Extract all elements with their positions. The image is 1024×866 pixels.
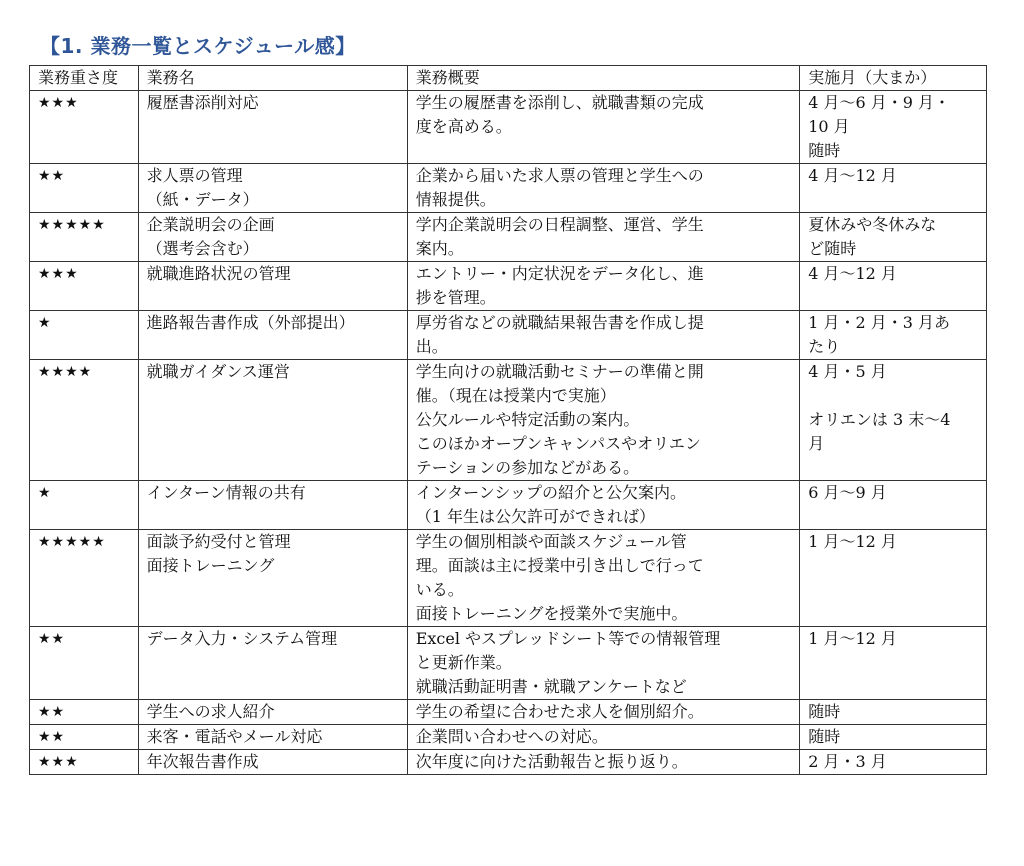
task-period-line: 10 月 — [808, 117, 850, 136]
task-overview-line: エントリー・内定状況をデータ化し、進 — [415, 264, 704, 283]
task-period-line: 随時 — [808, 727, 841, 746]
task-period-line: 随時 — [808, 702, 841, 721]
task-table-body — [30, 91, 987, 775]
task-overview-line: 企業から届いた求人票の管理と学生への — [415, 166, 704, 185]
task-overview-line: 学生の履歴書を添削し、就職書類の完成 — [415, 93, 704, 112]
task-period-line: 1 月・2 月・3 月あ — [808, 313, 951, 332]
task-name-line: （選考会含む） — [146, 239, 259, 258]
importance-stars: ★ — [30, 311, 139, 360]
task-overview-line: 学内企業説明会の日程調整、運営、学生 — [415, 215, 704, 234]
task-overview-line: 企業問い合わせへの対応。 — [415, 727, 608, 746]
task-name-cell — [138, 481, 407, 530]
task-overview-line: テーションの参加などがある。 — [415, 458, 640, 477]
task-period-line: 2 月・3 月 — [808, 752, 887, 771]
task-name-cell — [138, 627, 407, 700]
task-overview-cell — [407, 164, 800, 213]
task-period-line: 4 月〜6 月・9 月・ — [808, 93, 951, 112]
column-header-overview: 業務概要 — [407, 66, 800, 91]
task-overview-cell — [407, 530, 800, 627]
task-name-line: 履歴書添削対応 — [146, 93, 259, 112]
task-overview-line: 厚労省などの就職結果報告書を作成し提 — [415, 313, 704, 332]
task-overview-cell — [407, 750, 800, 775]
task-name-line: 就職ガイダンス運営 — [146, 362, 290, 381]
table-row — [30, 530, 987, 627]
table-header-row — [30, 66, 987, 91]
task-overview-line: 案内。 — [415, 239, 464, 258]
task-period-cell — [800, 262, 987, 311]
table-row — [30, 164, 987, 213]
task-name-line: データ入力・システム管理 — [146, 629, 338, 648]
document-title: 【1. 業務一覧とスケジュール感】 — [40, 34, 356, 58]
task-period-cell — [800, 213, 987, 262]
column-header-period: 実施月（大まか） — [800, 66, 987, 91]
task-overview-line: 捗を管理。 — [415, 288, 496, 307]
task-name-line: （紙・データ） — [146, 190, 259, 209]
task-overview-line: （1 年生は公欠許可ができれば） — [415, 507, 655, 526]
task-period-line: ど随時 — [808, 239, 857, 258]
task-overview-line: 出。 — [415, 337, 448, 356]
table-row — [30, 91, 987, 164]
table-row — [30, 360, 987, 481]
task-period-line: 夏休みや冬休みな — [808, 215, 937, 234]
importance-stars: ★★ — [30, 700, 139, 725]
column-header-importance: 業務重さ度 — [30, 66, 139, 91]
task-period-line: 1 月〜12 月 — [808, 532, 897, 551]
task-overview-line: 学生の希望に合わせた求人を個別紹介。 — [415, 702, 704, 721]
task-overview-line: 就職活動証明書・就職アンケートなど — [415, 677, 687, 696]
task-period-cell — [800, 750, 987, 775]
task-overview-cell — [407, 311, 800, 360]
task-period-line: 月 — [808, 434, 825, 453]
task-name-cell — [138, 750, 407, 775]
task-overview-cell — [407, 262, 800, 311]
importance-stars: ★★★ — [30, 750, 139, 775]
task-name-cell — [138, 311, 407, 360]
task-period-line: 4 月〜12 月 — [808, 264, 897, 283]
table-row — [30, 750, 987, 775]
task-name-line: 就職進路状況の管理 — [146, 264, 291, 283]
task-table — [29, 65, 987, 775]
task-overview-cell — [407, 627, 800, 700]
task-name-line: 求人票の管理 — [146, 166, 243, 185]
task-name-cell — [138, 164, 407, 213]
task-overview-cell — [407, 481, 800, 530]
task-period-cell — [800, 700, 987, 725]
task-period-cell — [800, 725, 987, 750]
task-name-line: 来客・電話やメール対応 — [146, 727, 323, 746]
task-period-line: 1 月〜12 月 — [808, 629, 897, 648]
task-period-cell — [800, 91, 987, 164]
task-period-cell — [800, 164, 987, 213]
task-period-line: 6 月〜9 月 — [808, 483, 887, 502]
table-row — [30, 213, 987, 262]
task-name-line: 企業説明会の企画 — [146, 215, 275, 234]
task-period-cell — [800, 360, 987, 481]
task-period-cell — [800, 627, 987, 700]
task-name-cell — [138, 262, 407, 311]
task-overview-line: いる。 — [415, 580, 464, 599]
task-name-line: 年次報告書作成 — [146, 752, 259, 771]
table-row — [30, 627, 987, 700]
task-period-line: 随時 — [808, 141, 841, 160]
table-row — [30, 481, 987, 530]
task-period-line: 4 月〜12 月 — [808, 166, 897, 185]
task-name-cell — [138, 725, 407, 750]
task-name-line: 面談予約受付と管理 — [146, 532, 291, 551]
table-row — [30, 725, 987, 750]
task-name-cell — [138, 213, 407, 262]
table-row — [30, 311, 987, 360]
table-row — [30, 262, 987, 311]
task-overview-cell — [407, 91, 800, 164]
blank-line — [808, 384, 978, 408]
importance-stars: ★★ — [30, 164, 139, 213]
task-overview-cell — [407, 213, 800, 262]
task-name-line: 面接トレーニング — [146, 556, 275, 575]
importance-stars: ★★ — [30, 627, 139, 700]
task-overview-line: 次年度に向けた活動報告と振り返り。 — [415, 752, 688, 771]
task-period-cell — [800, 481, 987, 530]
task-overview-line: Excel やスプレッドシート等での情報管理 — [415, 629, 721, 648]
task-period-line: オリエンは 3 末〜4 — [808, 410, 951, 429]
task-name-cell — [138, 360, 407, 481]
task-name-line: インターン情報の共有 — [146, 483, 306, 502]
task-overview-line: 学生の個別相談や面談スケジュール管 — [415, 532, 687, 551]
importance-stars: ★★★ — [30, 262, 139, 311]
importance-stars: ★★★★★ — [30, 213, 139, 262]
importance-stars: ★★ — [30, 725, 139, 750]
task-period-cell — [800, 311, 987, 360]
column-header-task-name: 業務名 — [138, 66, 407, 91]
task-name-line: 進路報告書作成（外部提出） — [146, 313, 355, 332]
task-overview-line: 度を高める。 — [415, 117, 512, 136]
task-overview-cell — [407, 725, 800, 750]
importance-stars: ★★★★★ — [30, 530, 139, 627]
importance-stars: ★★★ — [30, 91, 139, 164]
table-row — [30, 700, 987, 725]
task-name-cell — [138, 530, 407, 627]
task-overview-line: 学生向けの就職活動セミナーの準備と開 — [415, 362, 704, 381]
task-period-cell — [800, 530, 987, 627]
task-overview-cell — [407, 360, 800, 481]
task-overview-line: インターンシップの紹介と公欠案内。 — [415, 483, 687, 502]
task-overview-line: 理。面談は主に授業中引き出しで行って — [415, 556, 704, 575]
task-overview-line: 催。（現在は授業内で実施） — [415, 386, 616, 405]
task-overview-line: と更新作業。 — [415, 653, 512, 672]
task-overview-line: 情報提供。 — [415, 190, 496, 209]
task-period-line: 4 月・5 月 — [808, 362, 887, 381]
task-overview-line: このほかオープンキャンパスやオリエン — [415, 434, 701, 453]
task-name-cell — [138, 700, 407, 725]
task-overview-line: 面接トレーニングを授業外で実施中。 — [415, 604, 688, 623]
task-name-cell — [138, 91, 407, 164]
task-overview-cell — [407, 700, 800, 725]
importance-stars: ★ — [30, 481, 139, 530]
task-overview-line: 公欠ルールや特定活動の案内。 — [415, 410, 640, 429]
task-period-line: たり — [808, 337, 841, 356]
task-name-line: 学生への求人紹介 — [146, 702, 275, 721]
importance-stars: ★★★★ — [30, 360, 139, 481]
